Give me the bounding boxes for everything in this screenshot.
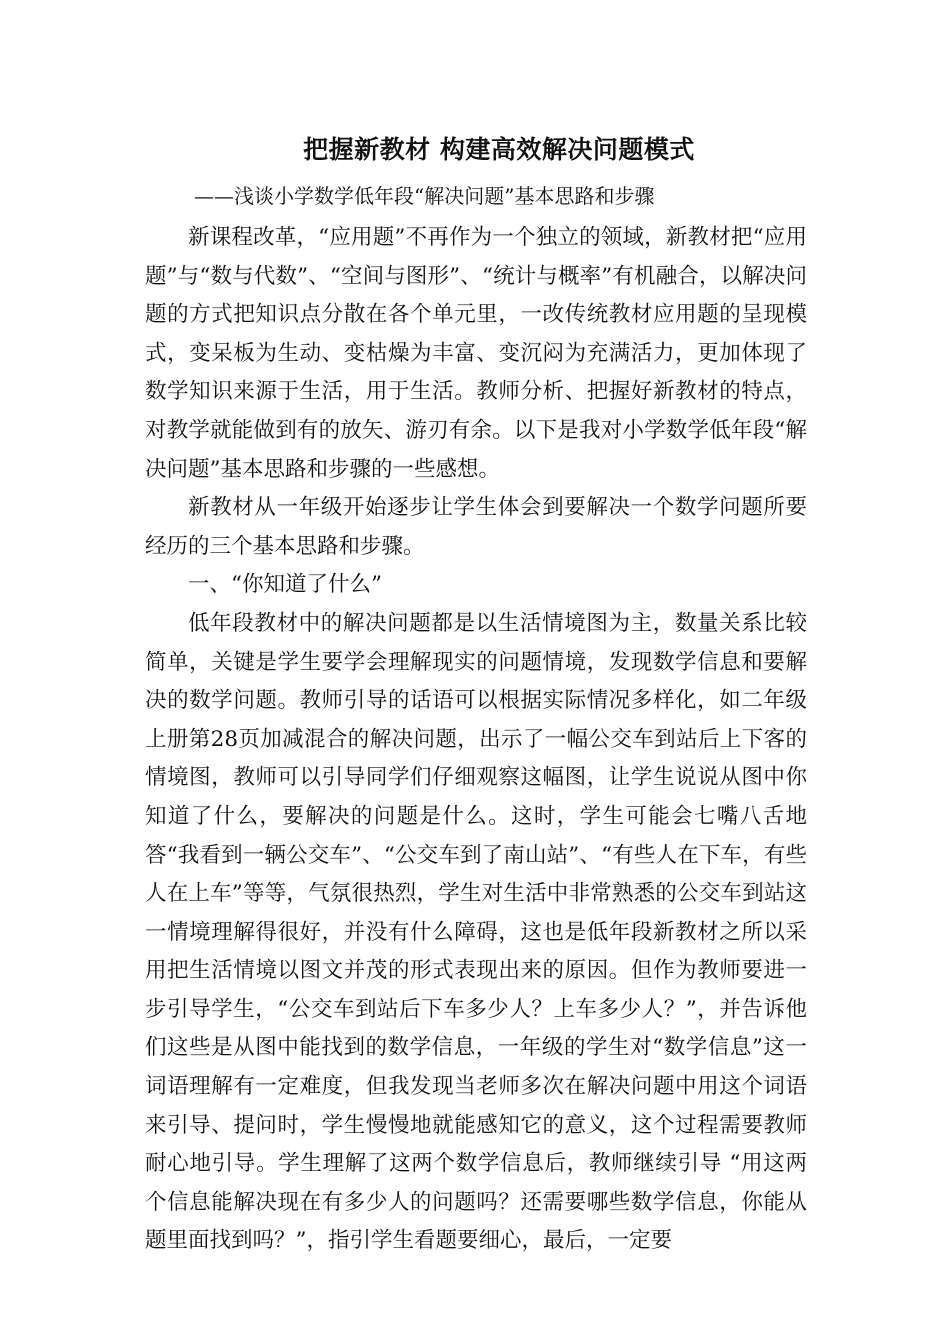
- document-title: 把握新教材 构建高效解决问题模式: [303, 135, 695, 164]
- paragraph-intro: 新课程改革，“应用题”不再作为一个独立的领域，新教材把“应用题”与“数与代数”、“空间与图形”、“统计与概率”有机融合，以解决问题的方式把知识点分散在各个单元里，一改传统教材应用题的呈现模式，变呆板为生动、变枯燥为丰富、变沉闷为充满活力，更加体现了数学知识来源于生活，用于生活。教师分析、把握好新教材的特点，对教学就能做到有的放矢、游刃有余。以下是我对小学数学低年段“解决问题”基本思路和步骤的一些感想。: [145, 225, 807, 482]
- document-subtitle: ——浅谈小学数学低年段“解决问题”基本思路和步骤: [194, 184, 655, 208]
- document-body: [145, 219, 807, 1261]
- paragraph-steps: 新教材从一年级开始逐步让学生体会到要解决一个数学问题所要经历的三个基本思路和步骤。: [145, 495, 807, 559]
- section-heading: 一、“你知道了什么”: [188, 572, 382, 598]
- paragraph-section-one: 低年段教材中的解决问题都是以生活情境图为主，数量关系比较简单，关键是学生要学会理解现实的问题情境，发现数学信息和要解决的数学问题。教师引导的话语可以根据实际情况多样化，如二年级上册第28页加减混合的解决问题，出示了一幅公交车到站后上下客的情境图，教师可以引导同学们仔细观察这幅图，让学生说说从图中你知道了什么，要解决的问题是什么。这时，学生可能会七嘴八舌地答“我看到一辆公交车”、“公交车到了南山站”、“有些人在下车，有些人在上车”等等，气氛很热烈，学生对生活中非常熟悉的公交车到站这一情境理解得很好，并没有什么障碍，这也是低年段新教材之所以采用把生活情境以图文并茂的形式表现出来的原因。但作为教师要进一步引导学生，“公交车到站后下车多少人？上车多少人？”，并告诉他们这些是从图中能找到的数学信息，一年级的学生对“数学信息”这一词语理解有一定难度，但我发现当老师多次在解决问题中用这个词语来引导、提问时，学生慢慢地就能感知它的意义，这个过程需要教师耐心地引导。学生理解了这两个数学信息后，教师继续引导 “用这两个信息能解决现在有多少人的问题吗？还需要哪些数学信息，你能从题里面找到吗？”，指引学生看题要细心，最后，一定要: [145, 610, 807, 1254]
